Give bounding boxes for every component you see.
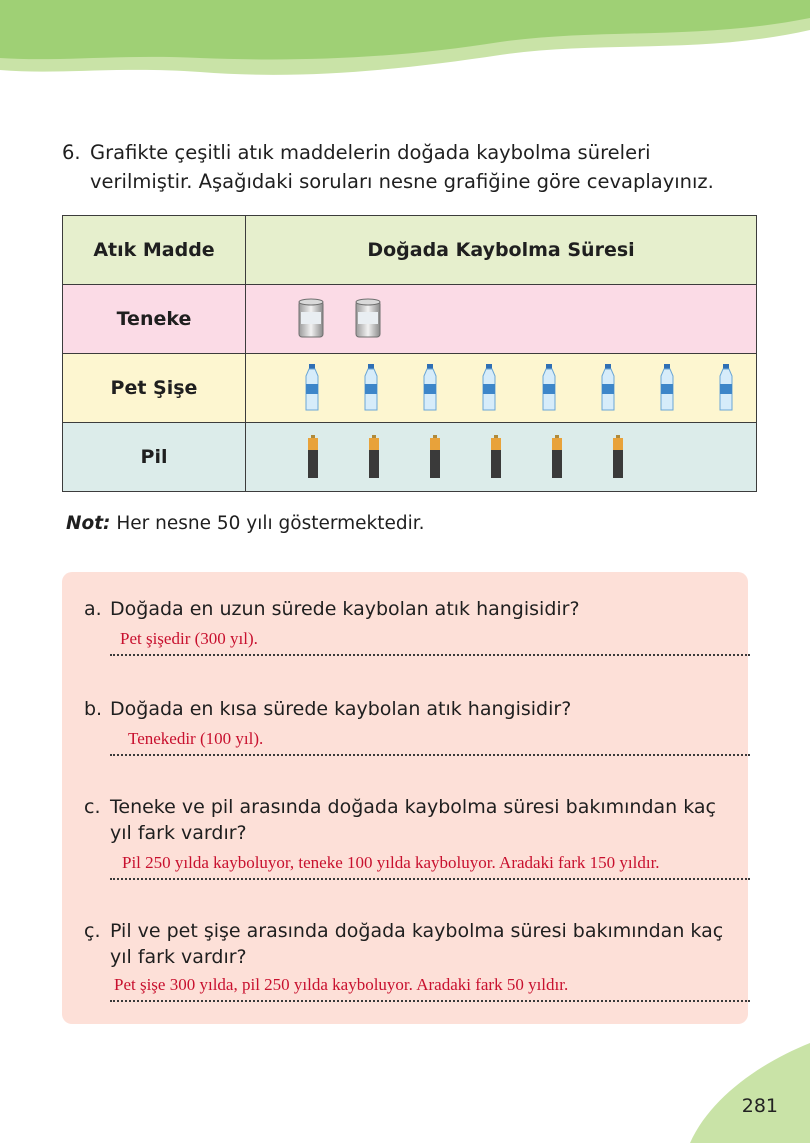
- header-waste-item: Atık Madde: [63, 216, 246, 285]
- answer-line[interactable]: [110, 976, 750, 1002]
- row-icons-teneke: [246, 285, 757, 354]
- bottle-icon: [578, 364, 637, 412]
- question-text: Doğada en kısa sürede kaybolan atık hangisidir?: [110, 698, 572, 720]
- question-c: [84, 794, 732, 872]
- answer-line[interactable]: [110, 630, 750, 656]
- question-6: [62, 138, 752, 196]
- answer-line[interactable]: [110, 854, 750, 880]
- note: [66, 513, 425, 534]
- battery-icon: [587, 435, 648, 479]
- bottle-icon: [519, 364, 578, 412]
- row-label-pet-sise: Pet Şişe: [63, 354, 246, 423]
- question-cedilla: [84, 918, 732, 994]
- row-icons-pet-sise: [246, 354, 757, 423]
- bottle-icon: [341, 364, 400, 412]
- page-number: 281: [741, 1095, 778, 1117]
- row-icons-pil: [246, 423, 757, 492]
- header-disappear-duration: Doğada Kaybolma Süresi: [246, 216, 757, 285]
- battery-icon: [404, 435, 465, 479]
- row-label-pil: Pil: [63, 423, 246, 492]
- note-label: Not:: [66, 513, 111, 534]
- question-b: [84, 696, 732, 748]
- table-row: [63, 354, 757, 423]
- question-number: 6.: [62, 141, 81, 164]
- question-text: Grafikte çeşitli atık maddelerin doğada kaybolma süreleri verilmiştir. Aşağıdaki soruları nesne grafiğine göre cevaplayınız.: [90, 141, 714, 193]
- table-row: [63, 423, 757, 492]
- bottle-icon: [697, 364, 756, 412]
- question-text: Doğada en uzun sürede kaybolan atık hangisidir?: [110, 598, 580, 620]
- questions-panel: [62, 572, 748, 1024]
- can-icon: [282, 298, 339, 340]
- battery-icon: [526, 435, 587, 479]
- can-icon: [339, 298, 396, 340]
- question-a: [84, 596, 732, 648]
- battery-icon: [465, 435, 526, 479]
- bottle-icon: [638, 364, 697, 412]
- question-label: ç.: [84, 920, 101, 942]
- top-wave-decoration: [0, 0, 810, 80]
- question-text: Pil ve pet şişe arasında doğada kaybolma süresi bakımından kaç yıl fark vardır?: [110, 920, 724, 968]
- battery-icon: [343, 435, 404, 479]
- corner-wave-decoration: [690, 1043, 810, 1143]
- answer-text: Tenekedir (100 yıl).: [128, 729, 264, 748]
- table-header-row: [63, 216, 757, 285]
- row-label-teneke: Teneke: [63, 285, 246, 354]
- answer-line[interactable]: [110, 730, 750, 756]
- question-label: a.: [84, 598, 102, 620]
- question-label: c.: [84, 796, 101, 818]
- bottle-icon: [460, 364, 519, 412]
- answer-text: Pet şişe 300 yılda, pil 250 yılda kayboluyor. Aradaki fark 50 yıldır.: [114, 975, 569, 994]
- bottle-icon: [401, 364, 460, 412]
- question-label: b.: [84, 698, 103, 720]
- table-row: [63, 285, 757, 354]
- pictograph-table: [62, 215, 757, 492]
- answer-text: Pet şişedir (300 yıl).: [120, 629, 258, 648]
- bottle-icon: [282, 364, 341, 412]
- note-text: Her nesne 50 yılı göstermektedir.: [116, 513, 425, 534]
- answer-text: Pil 250 yılda kayboluyor, teneke 100 yılda kayboluyor. Aradaki fark 150 yıldır.: [122, 853, 660, 872]
- battery-icon: [282, 435, 343, 479]
- question-text: Teneke ve pil arasında doğada kaybolma süresi bakımından kaç yıl fark vardır?: [110, 796, 716, 844]
